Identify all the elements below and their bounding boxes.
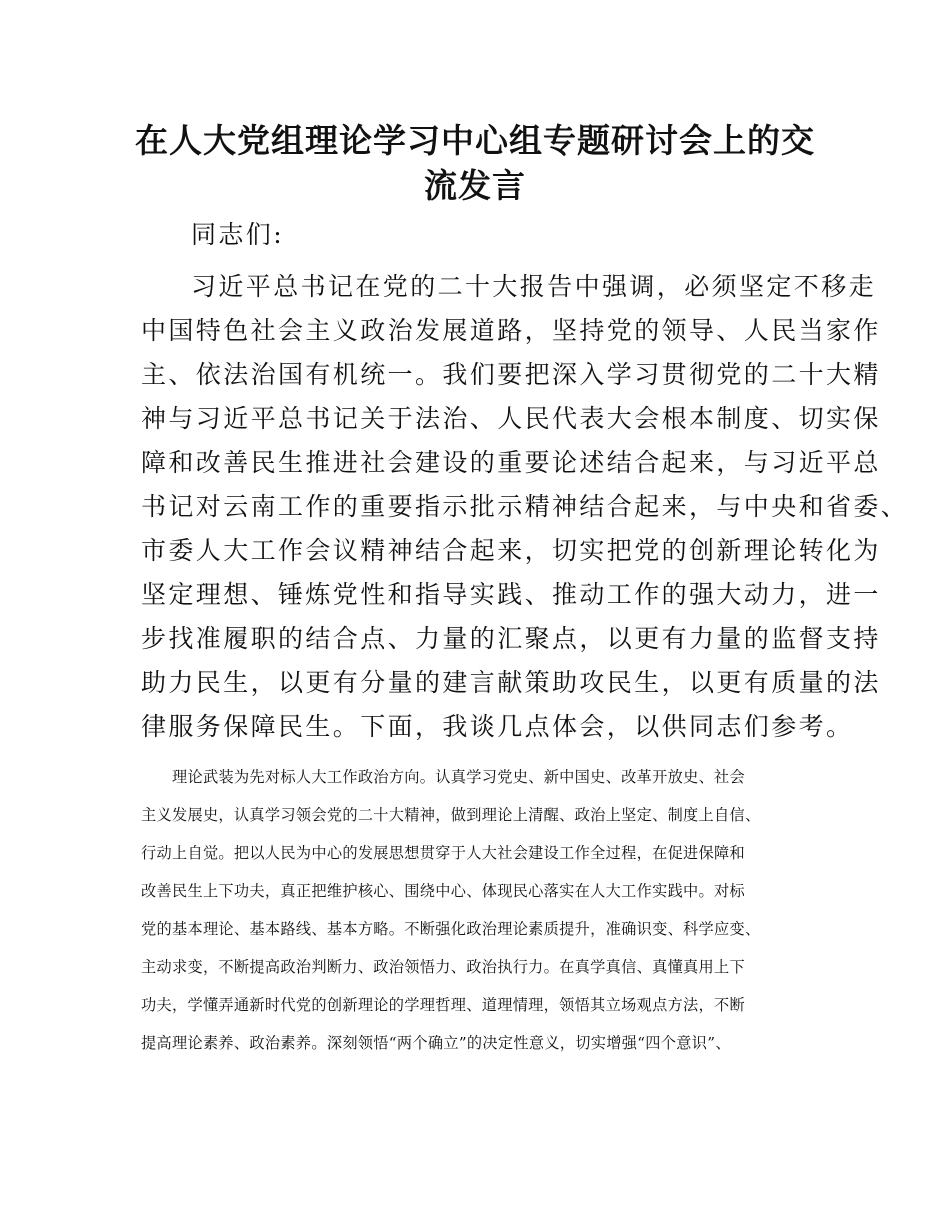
intro-line: 步找准履职的结合点、力量的汇聚点，以更有力量的监督支持	[141, 624, 881, 653]
intro-line: 中国特色社会主义政治发展道路，坚持党的领导、人民当家作	[141, 316, 881, 345]
intro-line: 障和改善民生推进社会建设的重要论述结合起来，与习近平总	[141, 448, 881, 477]
intro-line: 市委人大工作会议精神结合起来，切实把党的创新理论转化为	[141, 536, 881, 565]
body-line: 主义发展史，认真学习领会党的二十大精神，做到理论上清醒、政治上坚定、制度上自信、	[141, 806, 761, 824]
body-line: 改善民生上下功夫，真正把维护核心、围绕中心、体现民心落实在人大工作实践中。对标	[141, 882, 746, 900]
intro-line: 书记对云南工作的重要指示批示精神结合起来，与中央和省委、	[141, 492, 909, 521]
body-line: 提高理论素养、政治素养。深刻领悟“两个确立”的决定性意义，切实增强“四个意识”、	[141, 1034, 731, 1052]
body-line: 主动求变，不断提高政治判断力、政治领悟力、政治执行力。在真学真信、真懂真用上下	[141, 958, 746, 976]
intro-line: 神与习近平总书记关于法治、人民代表大会根本制度、切实保	[141, 404, 881, 433]
intro-line: 主、依法治国有机统一。我们要把深入学习贯彻党的二十大精	[141, 360, 881, 389]
intro-line: 助力民生，以更有分量的建言献策助攻民生，以更有质量的法	[141, 668, 881, 697]
body-line: 行动上自觉。把以人民为中心的发展思想贯穿于人大社会建设工作全过程，在促进保障和	[141, 844, 746, 862]
intro-line: 习近平总书记在党的二十大报告中强调，必须坚定不移走	[191, 272, 877, 301]
body-line: 功夫，学懂弄通新时代党的创新理论的学理哲理、道理情理，领悟其立场观点方法，不断	[141, 996, 746, 1014]
intro-line: 律服务保障民生。下面，我谈几点体会，以供同志们参考。	[141, 712, 854, 741]
document-title-line-1: 在人大党组理论学习中心组专题研讨会上的交	[135, 121, 815, 160]
document-title-line-2: 流发言	[424, 166, 526, 205]
intro-line: 坚定理想、锤炼党性和指导实践、推动工作的强大动力，进一	[141, 580, 881, 609]
body-line: 党的基本理论、基本路线、基本方略。不断强化政治理论素质提升，准确识变、科学应变、	[141, 920, 761, 938]
salutation: 同志们:	[191, 220, 285, 249]
body-line: 理论武装为先对标人大工作政治方向。认真学习党史、新中国史、改革开放史、社会	[172, 768, 746, 786]
